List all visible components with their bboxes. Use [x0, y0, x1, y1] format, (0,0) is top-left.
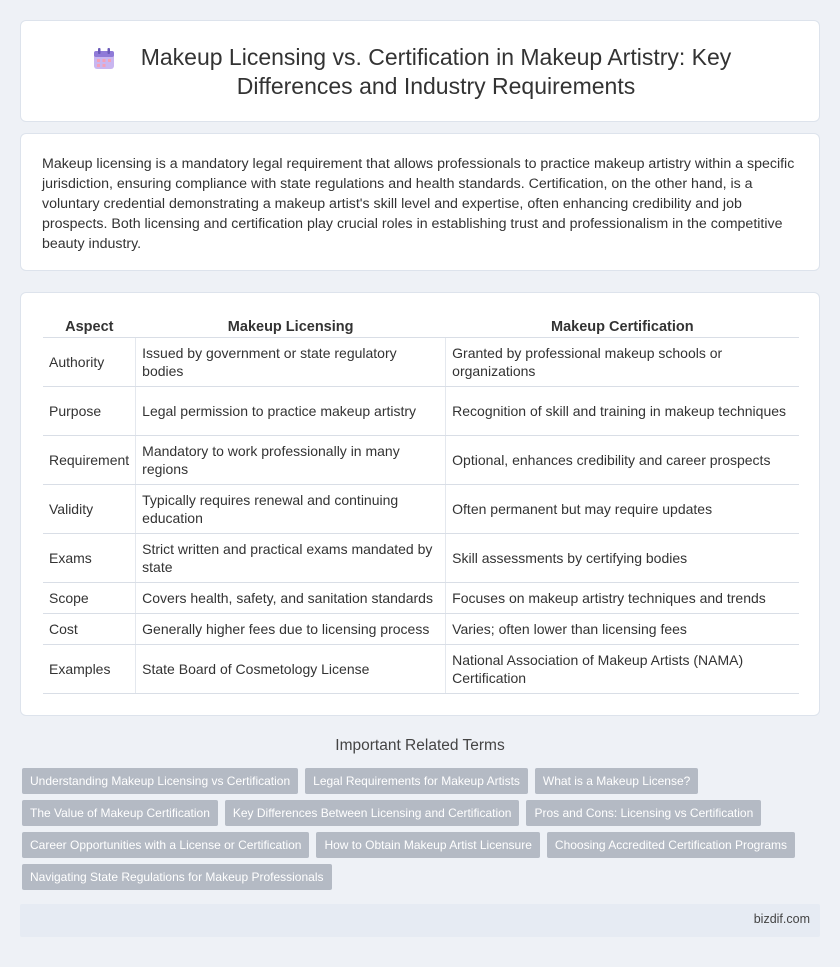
related-term-tag[interactable]: Pros and Cons: Licensing vs Certification [526, 800, 761, 826]
table-row [43, 435, 799, 484]
licensing-cell: Strict written and practical exams mandated by state [136, 533, 446, 582]
licensing-cell: Issued by government or state regulatory bodies [136, 337, 446, 386]
aspect-cell: Scope [43, 582, 136, 613]
licensing-cell: State Board of Cosmetology License [136, 644, 446, 693]
intro-paragraph: Makeup licensing is a mandatory legal requirement that allows professionals to practice makeup artistry within a specific jurisdiction, ensuring compliance with state regulations and health standards. Certification, on the other hand, is a voluntary credential demonstrating a makeup artist's skill level and expertise, often enhancing credibility and job prospects. Both licensing and certification play crucial roles in establishing trust and professionalism in the competitive beauty industry. [42, 156, 795, 252]
comparison-table-card [20, 292, 820, 716]
footer-site-link[interactable]: bizdif.com [753, 912, 810, 926]
table-row [43, 484, 799, 533]
header-aspect: Aspect [43, 315, 136, 337]
aspect-cell: Authority [43, 337, 136, 386]
certification-cell: Recognition of skill and training in makeup techniques [446, 386, 799, 435]
aspect-cell: Validity [43, 484, 136, 533]
comparison-table [43, 315, 799, 694]
page-title: Makeup Licensing vs. Certification in Makeup Artistry: Key Differences and Industry Requirements [140, 44, 732, 99]
table-row [43, 613, 799, 644]
certification-cell: Granted by professional makeup schools or organizations [446, 337, 799, 386]
certification-cell: National Association of Makeup Artists (NAMA) Certification [446, 644, 799, 693]
footer [20, 904, 820, 937]
related-term-tag[interactable]: Key Differences Between Licensing and Certification [225, 800, 520, 826]
related-term-tag[interactable]: Understanding Makeup Licensing vs Certification [22, 768, 298, 794]
related-terms-list [22, 768, 822, 896]
aspect-cell: Requirement [43, 435, 136, 484]
aspect-cell: Exams [43, 533, 136, 582]
aspect-cell: Cost [43, 613, 136, 644]
title-card [20, 20, 820, 122]
licensing-cell: Typically requires renewal and continuing education [136, 484, 446, 533]
certification-cell: Optional, enhances credibility and career prospects [446, 435, 799, 484]
related-term-tag[interactable]: What is a Makeup License? [535, 768, 698, 794]
intro-card [20, 133, 820, 271]
related-term-tag[interactable]: Navigating State Regulations for Makeup Professionals [22, 864, 332, 890]
related-term-tag[interactable]: How to Obtain Makeup Artist Licensure [316, 832, 539, 858]
certification-cell: Skill assessments by certifying bodies [446, 533, 799, 582]
table-header-row [43, 315, 799, 337]
table-row [43, 337, 799, 386]
aspect-cell: Purpose [43, 386, 136, 435]
certification-cell: Often permanent but may require updates [446, 484, 799, 533]
table-row [43, 644, 799, 693]
table-row [43, 533, 799, 582]
licensing-cell: Legal permission to practice makeup artistry [136, 386, 446, 435]
licensing-cell: Mandatory to work professionally in many regions [136, 435, 446, 484]
aspect-cell: Examples [43, 644, 136, 693]
related-terms-heading: Important Related Terms [335, 737, 505, 754]
related-term-tag[interactable]: Choosing Accredited Certification Programs [547, 832, 795, 858]
licensing-cell: Covers health, safety, and sanitation standards [136, 582, 446, 613]
related-term-tag[interactable]: The Value of Makeup Certification [22, 800, 218, 826]
header-certification: Makeup Certification [446, 315, 799, 337]
licensing-cell: Generally higher fees due to licensing process [136, 613, 446, 644]
certification-cell: Varies; often lower than licensing fees [446, 613, 799, 644]
table-row [43, 582, 799, 613]
header-licensing: Makeup Licensing [136, 315, 446, 337]
related-term-tag[interactable]: Legal Requirements for Makeup Artists [305, 768, 528, 794]
certification-cell: Focuses on makeup artistry techniques and trends [446, 582, 799, 613]
table-row [43, 386, 799, 435]
related-term-tag[interactable]: Career Opportunities with a License or Certification [22, 832, 309, 858]
